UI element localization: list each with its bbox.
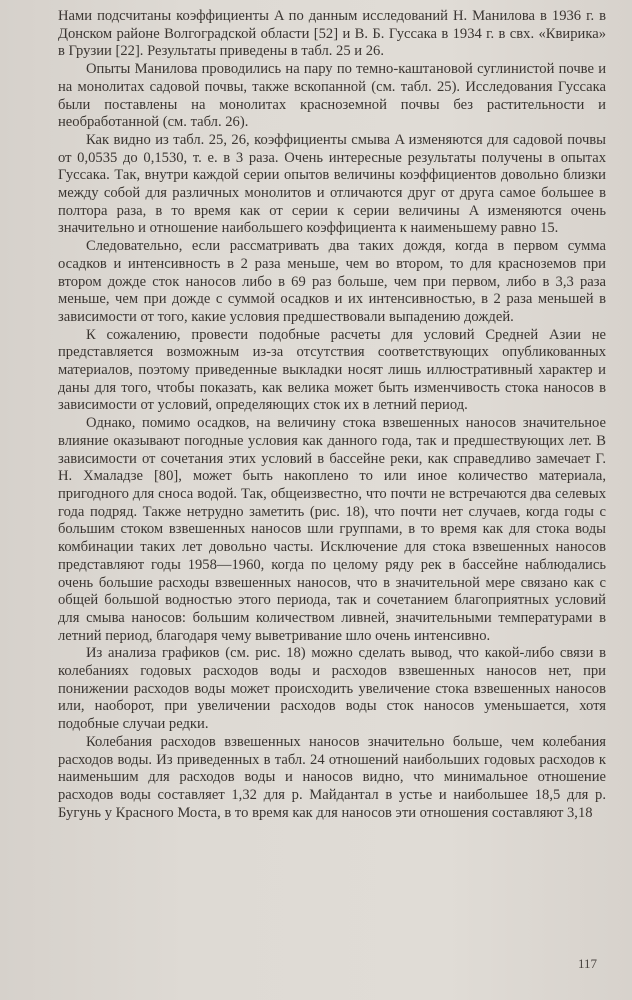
paragraph-2: Опыты Манилова проводились на пару по темно-каштановой суглинистой почве и на монолитах садовой почвы, также вскопанной (см. табл. 25). Исследования Гуссака были поставлены на монолитах красноземной почвы без растительности и необработанной (см. табл. 26).: [58, 61, 606, 131]
paragraph-1: Нами подсчитаны коэффициенты A по данным исследований Н. Манилова в 1936 г. в Донском районе Волгоградской области [52] и В. Б. Гуссака в 1934 г. в свх. «Квирика» в Грузии [22]. Результаты приведены в табл. 25 и 26.: [58, 8, 606, 60]
paragraph-8: Колебания расходов взвешенных наносов значительно больше, чем колебания расходов воды. Из приведенных в табл. 24 отношений наибольших годовых расходов к наименьшим для расходов воды и наносов видно, что минимальное отношение расходов воды составляет 1,32 для р. Майдантал в устье и наибольшее 18,5 для р. Бугунь у Красного Моста, в то время как для наносов эти отношения составляют 3,18: [58, 733, 606, 821]
page-number: 117: [578, 956, 598, 971]
paragraph-3: Как видно из табл. 25, 26, коэффициенты смыва A изменяются для садовой почвы от 0,0535 до 0,1530, т. е. в 3 раза. Очень интересные результаты получены в опытах Гуссака. Так, внутри каждой серии опытов величины коэффициентов довольно близки между собой для различных монолитов и отличаются друг от друга самое большее в полтора раза, в то время как от серии к серии величины A изменяются очень значительно и отношение наибольшего коэффициента к наименьшему равно 15.: [58, 131, 606, 237]
paragraph-6: Однако, помимо осадков, на величину стока взвешенных наносов значительное влияние оказывают погодные условия как данного года, так и предшествующих лет. В зависимости от сочетания этих условий в бассейне реки, как справедливо замечает Г. Н. Хмаладзе [80], может быть накоплено то или иное количество материала, пригодного для сноса водой. Так, общеизвестно, что почти не встречаются два селевых года подряд. Также нетрудно заметить (рис. 18), что почти нет случаев, когда годы с большим стоком взвешенных наносов шли группами, в то время как для стока воды комбинации таких лет довольно часты. Исключение для стока взвешенных наносов представляют годы 1958—1960, когда по целому ряду рек в бассейне наблюдались очень большие расходы взвешенных наносов, что в значительной мере связано как с общей большой водностью этого периода, так и сочетанием благоприятных условий для смыва наносов: большим количеством ливней, значительными температурами в летний период, благодаря чему выветривание шло очень интенсивно.: [58, 415, 606, 644]
paragraph-4: Следовательно, если рассматривать два таких дождя, когда в первом сумма осадков и интенсивность в 2 раза меньше, чем во втором, то для красноземов при втором дожде сток наносов либо в 69 раз больше, чем при первом, либо в 3,3 раза меньше, чем при дожде с суммой осадков и их интенсивностью, в 2 раза меньшей в зависимости от того, какие условия предшествовали выпадению дождей.: [58, 238, 606, 325]
paragraph-5: К сожалению, провести подобные расчеты для условий Средней Азии не представляется возможным из-за отсутствия соответствующих опубликованных материалов, поэтому приведенные выкладки носят лишь иллюстративный характер и даны для того, чтобы показать, как велика может быть изменчивость стока наносов в зависимости от условий, определяющих сток их в летний период.: [58, 326, 606, 414]
body-text: [58, 8, 606, 822]
paragraph-7: Из анализа графиков (см. рис. 18) можно сделать вывод, что какой-либо связи в колебаниях годовых расходов воды и расходов взвешенных наносов нет, при понижении расходов воды может происходить увеличение стока взвешенных наносов или, наоборот, при увеличении расходов воды сток наносов уменьшается, хотя подобные случаи редки.: [58, 645, 606, 733]
